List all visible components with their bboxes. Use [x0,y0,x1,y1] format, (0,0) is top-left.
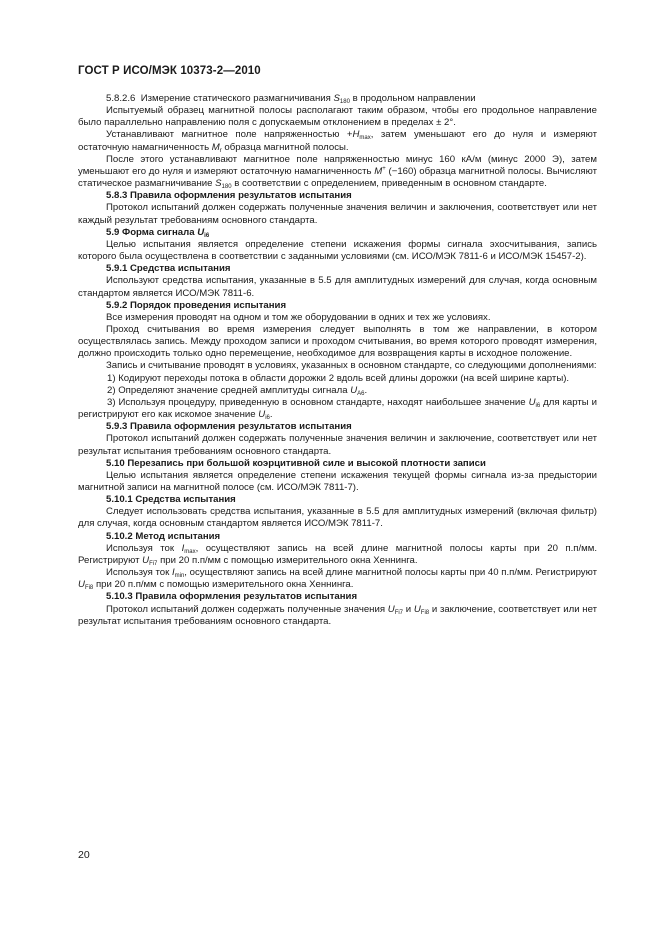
subsection-5-8-2-6: 5.8.2.6 Измерение статического размагничивания $S_{180}$ в продольном направлении [106,93,476,105]
section-heading-5-10: 5.10 Перезапись при большой коэрцитивной силе и высокой плотности записи [106,457,486,469]
paragraph: Испытуемый образец магнитной полосы располагают таким образом, чтобы его продольное направление было параллельно направлению поля с допускаемым отклонением в пределах ± 2°. [78,105,597,129]
paragraph: Используя ток $I_{max}$, осуществляют запись на всей длине магнитной полосы карты при 20 п.п/мм. Регистрируют $U_{Fi7}$ при 20 п.п/мм с помощью измерительного окна Хеннинга. [78,542,597,567]
paragraph: Протокол испытаний должен содержать полученные значения величин и заключение, соответствует или нет результат испытания требованиям основного стандарта. [78,433,597,457]
paragraph: Протокол испытаний должен содержать полученные значения $U_{Fi7}$ и $U_{Fi8}$ и заключение, соответствует или нет результат испытания требованиям основного стандарта. [78,603,597,627]
paragraph: Проход считывания во время измерения следует выполнять в том же направлении, в котором осуществлялась запись. Между проходом записи и проходом считывания, во время которого проводят измерения, должно происходить только одно перемещение, необходимое для возвращения карты в исходное положение. [78,323,597,360]
paragraph: Устанавливают магнитное поле напряженностью $+H_{max}$, затем уменьшают его до нуля и измеряют остаточную намагниченность $M_r$ образца магнитной полосы. [78,129,597,154]
page-number: 20 [78,849,90,861]
section-heading-5-10-1: 5.10.1 Средства испытания [106,494,236,506]
section-heading-5-9: 5.9 Форма сигнала $U_{i6}$ [106,226,210,239]
paragraph: После этого устанавливают магнитное поле напряженностью минус 160 кА/м (минус 2000 Э), затем уменьшают его до нуля и измеряют остаточную намагниченность M+ (−160) образца магнитной полосы. Вычисляют статическое размагничивание $S_{180}$ в соответствии с определением, приведенным в основном стандарте. [78,153,597,191]
paragraph: Используя ток $I_{min}$, осуществляют запись на всей длине магнитной полосы карты при 40 п.п/мм. Регистрируют $U_{Fi8}$ при 20 п.п/мм с помощью измерительного окна Хеннинга. [78,567,597,592]
paragraph: Следует использовать средства испытания, указанные в 5.5 для амплитудных измерений (включая фильтр) для случая, когда основным стандартом является ИСО/МЭК 7811-7. [78,506,597,530]
list-item: 2) Определяют значение средней амплитуды сигнала $U_{A6}$. [107,384,368,397]
section-heading-5-9-1: 5.9.1 Средства испытания [106,263,231,275]
document-body [78,93,597,628]
section-heading-5-10-2: 5.10.2 Метод испытания [106,530,221,542]
section-heading-5-9-2: 5.9.2 Порядок проведения испытания [106,299,287,311]
paragraph: Протокол испытаний должен содержать полученные значения величин и заключения, соответствует или нет каждый результат требованиям основного стандарта. [78,202,597,226]
list-item: 3) Используя процедуру, приведенную в основном стандарте, находят наибольшее значение $U_{i6}$ для карты и регистрируют его как искомое значение $U_{i6}$. [78,396,597,422]
section-heading-5-9-3: 5.9.3 Правила оформления результатов испытания [106,421,352,433]
paragraph: Все измерения проводят на одном и том же оборудовании в одних и тех же условиях. [106,311,491,323]
running-header: ГОСТ Р ИСО/МЭК 10373-2—2010 [78,65,261,77]
section-heading-5-10-3: 5.10.3 Правила оформления результатов испытания [106,591,358,603]
paragraph: Целью испытания является определение степени искажения формы сигнала эхосчитывания, запись которого была осуществлена в соответствии с заданными условиями (см. ИСО/МЭК 7811-6 и ИСО/МЭК 15457-2). [78,238,597,263]
paragraph: Используют средства испытания, указанные в 5.5 для амплитудных измерений для случая, когда основным стандартом является ИСО/МЭК 7811-6. [78,275,597,299]
section-heading-5-8-3: 5.8.3 Правила оформления результатов испытания [106,190,352,202]
paragraph: Целью испытания является определение степени искажения текущей формы сигнала из-за предыстории магнитной записи на магнитной полосе (см. ИСО/МЭК 7811-7). [78,469,597,493]
paragraph: Запись и считывание проводят в условиях, указанных в основном стандарте, со следующими дополнениями: [106,360,597,372]
list-item: 1) Кодируют переходы потока в области дорожки 2 вдоль всей длины дорожки (на всей ширине карты). [107,372,570,384]
